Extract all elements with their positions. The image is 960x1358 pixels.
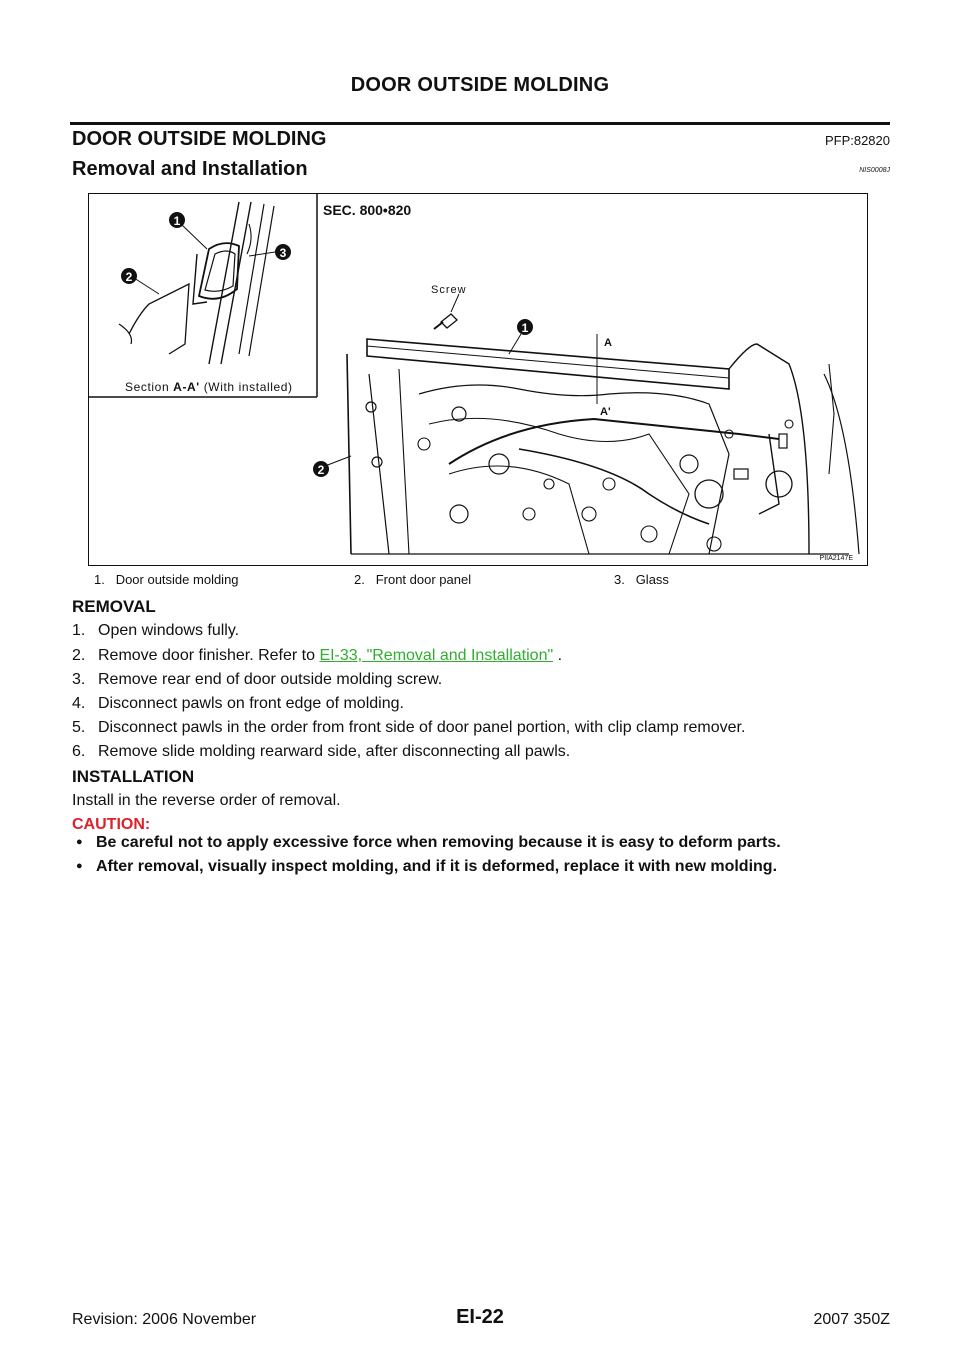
legend-item: 3. Glass xyxy=(614,572,669,587)
running-header-title: DOOR OUTSIDE MOLDING xyxy=(350,74,610,96)
inset-caption: Section A-A' (With installed) xyxy=(125,380,293,394)
removal-step: 5. Disconnect pawls in the order from front side of door panel portion, with clip clamp remover. xyxy=(72,719,746,736)
removal-step: 2. Remove door finisher. Refer to EI-33, "Removal and Installation" . xyxy=(72,647,563,664)
caution-bullet: ● Be careful not to apply excessive force when removing because it is easy to deform parts. xyxy=(76,834,781,851)
figure-illustration xyxy=(89,194,866,564)
screw-label: Screw xyxy=(431,284,467,296)
inset-section-view xyxy=(89,194,317,397)
callout-1-inset xyxy=(169,212,185,228)
section-title: DOOR OUTSIDE MOLDING xyxy=(72,128,327,150)
legend-item: 2. Front door panel xyxy=(354,572,472,587)
removal-heading: REMOVAL xyxy=(72,597,156,616)
removal-step: 4. Disconnect pawls on front edge of molding. xyxy=(72,695,404,712)
footer-revision: Revision: 2006 November xyxy=(72,1311,257,1328)
installation-text: Install in the reverse order of removal. xyxy=(72,792,341,809)
legend-item: 1. Door outside molding xyxy=(94,572,239,587)
footer-page-number: EI-22 xyxy=(456,1306,504,1328)
callout-2-main xyxy=(313,461,329,477)
bullet-icon: ● xyxy=(76,860,83,872)
door-panel-drawing xyxy=(325,294,859,554)
svg-text:2: 2 xyxy=(125,270,133,284)
svg-text:1: 1 xyxy=(521,321,529,335)
caution-bullet: ● After removal, visually inspect molding, and if it is deformed, replace it with new molding. xyxy=(76,858,778,875)
sec-label: SEC. 800•820 xyxy=(323,202,412,218)
svg-text:1: 1 xyxy=(173,214,181,228)
callout-2-inset xyxy=(121,268,137,284)
xref-link-ei-33[interactable]: EI-33, "Removal and Installation" xyxy=(319,647,554,664)
figure-legend xyxy=(0,572,960,590)
svg-text:2: 2 xyxy=(317,463,325,477)
installation-heading: INSTALLATION xyxy=(72,767,195,786)
svg-text:3: 3 xyxy=(279,246,287,260)
pfp-code: PFP:82820 xyxy=(824,133,890,148)
figure-code: PIIA2147E xyxy=(819,555,853,562)
callout-1-main xyxy=(517,319,533,335)
marker-a-prime: A' xyxy=(600,406,611,418)
header-rule xyxy=(70,122,890,125)
footer-model: 2007 350Z xyxy=(813,1311,890,1328)
callout-3-inset xyxy=(275,244,291,260)
bullet-icon: ● xyxy=(76,836,83,848)
marker-a: A xyxy=(604,337,612,349)
removal-step: 6. Remove slide molding rearward side, after disconnecting all pawls. xyxy=(72,743,571,760)
removal-step: 1. Open windows fully. xyxy=(72,622,240,639)
subsection-title: Removal and Installation xyxy=(72,158,308,180)
reference-code: NIS0008J xyxy=(859,167,890,174)
removal-step: 3. Remove rear end of door outside molding screw. xyxy=(72,671,443,688)
door-molding-figure xyxy=(88,193,868,566)
caution-label: CAUTION: xyxy=(72,816,151,833)
